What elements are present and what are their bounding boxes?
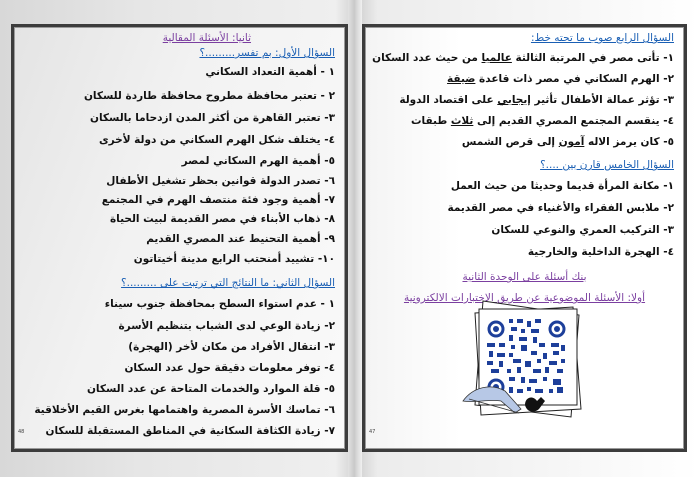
qr-code-icon[interactable] xyxy=(461,297,587,421)
q1-item: ٥- أهمية الهرم السكاني لمصر xyxy=(181,155,335,167)
q2-item: ٢- زيادة الوعي لدى الشباب بتنظيم الأسرة xyxy=(118,320,335,332)
q4-item xyxy=(462,135,674,149)
q1-item: ٤- يختلف شكل الهرم السكاني من دولة لأخرى xyxy=(98,134,335,146)
q4-item-text: ٥- كان يرمز الاله xyxy=(584,136,674,148)
q5-item: ١- مكانة المرأة قديما وحديثا من حيث العمل xyxy=(450,180,674,192)
q1-item: ٩- أهمية التحنيط عند المصري القديم xyxy=(146,233,335,245)
underlined-word: آمون xyxy=(558,136,585,148)
q1-item: ٨- ذهاب الأبناء في مصر القديمة لبيت الحياة xyxy=(109,213,335,225)
q4-item-text: من حيث عدد السكان xyxy=(372,52,482,64)
underlined-word: ثلاث xyxy=(450,115,474,127)
underlined-word: ضيقة xyxy=(447,73,476,85)
q1-heading: السؤال الأول: بم تفسر.........؟ xyxy=(199,47,335,59)
q2-item: ١ - عدم استواء السطح بمحافظة جنوب سيناء xyxy=(104,298,335,310)
section-title-essay: ثانيا: الأسئلة المقالية xyxy=(162,32,251,44)
q2-item: ٤- توفر معلومات دقيقة حول عدد السكان xyxy=(124,362,335,374)
underlined-word: عالميا xyxy=(481,52,512,64)
q2-item: ٦- تماسك الأسرة المصرية واهتمامها بغرس القيم الأخلاقية xyxy=(34,404,335,416)
q4-item-text: ٤- ينقسم المجتمع المصري القديم إلى xyxy=(473,115,674,127)
q1-item: ١٠- تشييد أمنحتب الرابع مدينة أخيتاتون xyxy=(133,253,335,265)
page-number: 47 xyxy=(369,429,376,435)
page-number: 48 xyxy=(18,429,25,435)
q4-item-text: ٣- تؤثر عمالة الأطفال تأثير xyxy=(530,94,674,106)
q1-item: ٣- تعتبر القاهرة من أكثر المدن ازدحاما بالسكان xyxy=(90,112,335,124)
q1-item: ٦- تصدر الدولة قوانين بحظر تشغيل الأطفال xyxy=(106,175,335,187)
q2-item: ٣- انتقال الأفراد من مكان لأخر (الهجرة) xyxy=(128,341,335,353)
q5-item: ٤- الهجرة الداخلية والخارجية xyxy=(527,246,674,258)
q4-item-text: ١- تأتى مصر في المرتبة الثالثة xyxy=(511,52,674,64)
q4-item-text: ٢- الهرم السكاني في مصر ذات قاعدة xyxy=(475,73,674,85)
q4-item xyxy=(399,93,674,107)
page-47 xyxy=(362,24,687,452)
q5-item: ٣- التركيب العمري والنوعي للسكان xyxy=(491,224,674,236)
page-48 xyxy=(11,24,348,452)
q4-item-text: إلى قرص الشمس xyxy=(461,136,559,148)
q2-heading: السؤال الثاني: ما النتائج التي ترتبت على .........؟ xyxy=(121,277,335,289)
q2-item: ٥- قلة الموارد والخدمات المتاحة عن عدد السكان xyxy=(86,383,335,395)
q2-item: ٧- زيادة الكثافة السكانية في المناطق المستقبلة للسكان xyxy=(45,425,335,437)
q4-item-text: طبقات xyxy=(410,115,451,127)
q1-item: ٧- أهمية وجود فئة منتصف الهرم في المجتمع xyxy=(101,194,335,206)
q1-item: ٢ - تعتبر محافظة مطروح محافظة طاردة للسكان xyxy=(83,90,335,102)
q4-item-text: على اقتصاد الدولة xyxy=(399,94,498,106)
q4-heading: السؤال الرابع صوب ما تحته خط: xyxy=(530,32,674,44)
q5-item: ٢- ملابس الفقراء والأغنياء في مصر القديمة xyxy=(447,202,674,214)
q4-item xyxy=(447,72,674,86)
q1-item: ١ - أهمية التعداد السكاني xyxy=(205,66,335,78)
bank-title: بنك أسئلة على الوحدة الثانية xyxy=(462,271,587,283)
book-spine xyxy=(348,0,362,477)
underlined-word: إيجابي xyxy=(497,94,531,106)
bank-subtitle: أولا: الأسئلة الموضوعية عن طريق الاختبارات الالكترونية xyxy=(403,292,646,304)
q4-item xyxy=(372,51,674,65)
q4-item xyxy=(411,114,674,128)
q5-heading: السؤال الخامس قارن بين ....؟ xyxy=(540,159,674,171)
